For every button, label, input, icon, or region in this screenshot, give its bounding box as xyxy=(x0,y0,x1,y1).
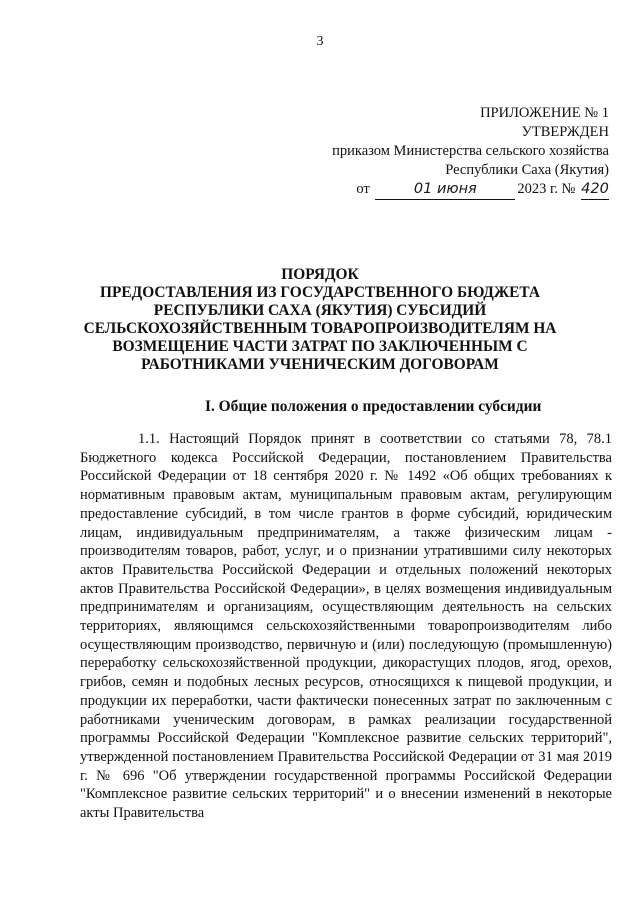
appendix-label: ПРИЛОЖЕНИЕ № 1 xyxy=(480,105,609,121)
year-suffix: 2023 г. № xyxy=(517,181,576,197)
handwritten-order-number: 420 xyxy=(581,180,609,200)
title-line: РЕСПУБЛИКИ САХА (ЯКУТИЯ) СУБСИДИЙ xyxy=(153,302,487,319)
paragraph-1-1: 1.1. Настоящий Порядок принят в соответствии со статьями 78, 78.1 Бюджетного кодекса Российской Федерации, постановлением Правительства Российской Федерации от 18 сентября 2020 г. № 1492 «Об общих требованиях к нормативным правовым актам, муниципальным правовым актам, регулирующим предоставление субсидий, в том числе грантов в форме субсидий, юридическим лицам, индивидуальным предпринимателям, а также физическим лицам - производителям товаров, работ, услуг, и о признании утратившими силу некоторых актов Правительства Российской Федерации и отдельных положений некоторых актов Правительства Российской Федерации», в целях возмещения индивидуальным предпринимателям и организациям, осуществляющим деятельность на сельских территориях, являющимся сельскохозяйственными товаропроизводителям либо осуществляющим производство, первичную и (или) последующую (промышленную) переработку сельскохозяйственной продукции, дикорастущих плодов, ягод, орехов, грибов, семян и подобных лесных ресурсов, относящихся к пищевой продукции, и продукции их переработки, части фактически понесенных затрат по заключенным с работниками ученическим договорам, в рамках реализации государственной программы Российской Федерации "Комплексное развитие сельских территорий", утвержденной постановлением Правительства Российской Федерации от 31 мая 2019 г. № 696 "Об утверждении государственной программы Российской Федерации "Комплексное развитие сельских территорий" и о внесении изменений в некоторые акты Правительства xyxy=(80,431,612,822)
section-heading: I. Общие положения о предоставлении субсидии xyxy=(205,398,542,415)
title-line: СЕЛЬСКОХОЗЯЙСТВЕННЫМ ТОВАРОПРОИЗВОДИТЕЛЯМ НА xyxy=(83,320,557,337)
date-prefix: от xyxy=(356,181,370,197)
order-of-line: приказом Министерства сельского хозяйства xyxy=(332,143,609,159)
title-line: ПОРЯДОК xyxy=(281,266,359,283)
republic-line: Республики Саха (Якутия) xyxy=(445,162,609,178)
approved-label: УТВЕРЖДЕН xyxy=(521,124,609,140)
title-line: ВОЗМЕЩЕНИЕ ЧАСТИ ЗАТРАТ ПО ЗАКЛЮЧЕННЫМ С xyxy=(112,338,528,355)
title-line: ПРЕДОСТАВЛЕНИЯ ИЗ ГОСУДАРСТВЕННОГО БЮДЖЕТА xyxy=(100,284,540,301)
handwritten-date: 01 июня xyxy=(375,180,515,200)
document-title xyxy=(60,266,580,374)
approval-block xyxy=(332,104,609,200)
page-number: 3 xyxy=(316,34,324,49)
title-line: РАБОТНИКАМИ УЧЕНИЧЕСКИМ ДОГОВОРАМ xyxy=(141,356,499,373)
approval-date-line xyxy=(332,180,609,200)
